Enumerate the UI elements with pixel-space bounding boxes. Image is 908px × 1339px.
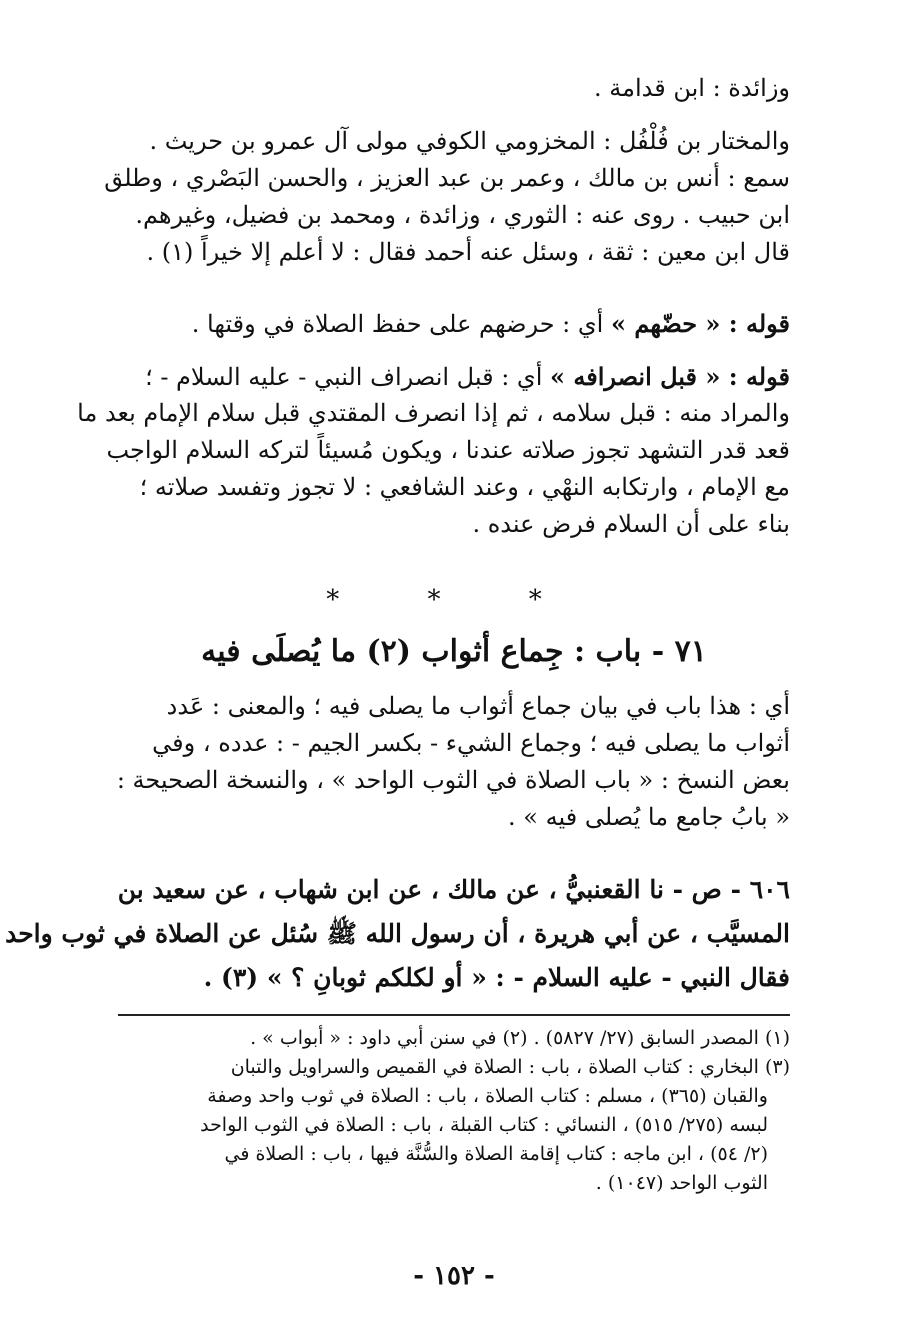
text-line: سمع : أنس بن مالك ، وعمر بن عبد العزيز ، والحسن البَصْري ، وطلق	[104, 164, 790, 192]
footnote-line: (٣) البخاري : كتاب الصلاة ، باب : الصلاة في القميص والسراويل والتبان	[230, 1056, 790, 1078]
text-line	[110, 358, 790, 395]
footnotes	[110, 1024, 790, 1198]
section-separator: * * *	[326, 585, 582, 615]
text-line: مع الإمام ، وارتكابه النهْي ، وعند الشافعي : لا تجوز وتفسد صلاته ؛	[139, 473, 790, 501]
text-line	[110, 305, 790, 342]
commentary-lead: قوله : « حضّهم »	[610, 309, 790, 338]
commentary-paragraph	[110, 305, 790, 342]
footnote-line: الثوب الواحد (١٠٤٧) .	[595, 1172, 768, 1194]
hadith-text	[5, 868, 790, 1000]
footnote-line: والقبان (٣٦٥) ، مسلم : كتاب الصلاة ، باب : الصلاة في ثوب واحد وصفة	[207, 1085, 768, 1107]
text-line: بناء على أن السلام فرض عنده .	[472, 510, 790, 538]
text-line: والمختار بن فُلْفُل : المخزومي الكوفي مولى آل عمرو بن حريث .	[149, 127, 790, 155]
narrator-biography	[104, 123, 790, 271]
text-line: ابن حبيب . روى عنه : الثوري ، وزائدة ، ومحمد بن فضيل، وغيرهم.	[135, 201, 790, 229]
narrator-line	[110, 70, 790, 107]
text-line: « بابُ جامع ما يُصلى فيه » .	[508, 803, 790, 831]
text-line: والمراد منه : قبل سلامه ، ثم إذا انصرف المقتدي قبل سلام الإمام بعد ما	[77, 399, 790, 427]
chapter-explanation	[110, 688, 790, 836]
text-line: قال ابن معين : ثقة ، وسئل عنه أحمد فقال : لا أعلم إلا خيراً (١) .	[146, 238, 790, 266]
text-line: فقال النبي - عليه السلام - : « أو لكلكم ثوبانِ ؟ » (٣) .	[203, 963, 790, 992]
page-number: - ١٥٢ -	[413, 1261, 495, 1291]
commentary-lead: قوله : « قبل انصرافه »	[550, 362, 790, 391]
footnote-line: لبسه (٢٧٥/ ٥١٥) ، النسائي : كتاب القبلة ، باب : الصلاة في الثوب الواحد	[200, 1114, 768, 1136]
commentary-text: أي : حرضهم على حفظ الصلاة في وقتها .	[191, 310, 611, 338]
footnote-line: (٢/ ٥٤) ، ابن ماجه : كتاب إقامة الصلاة والسُّنَّة فيها ، باب : الصلاة في	[224, 1143, 768, 1165]
commentary-paragraph	[77, 358, 790, 543]
text-line: بعض النسخ : « باب الصلاة في الثوب الواحد » ، والنسخة الصحيحة :	[116, 766, 790, 794]
text-line: المسيَّب ، عن أبي هريرة ، أن رسول الله ﷺ سُئل عن الصلاة في ثوب واحد	[5, 919, 790, 948]
text-line: أي : هذا باب في بيان جماع أثواب ما يصلى فيه ؛ والمعنى : عَدد	[166, 692, 790, 720]
text-line: وزائدة : ابن قدامة .	[593, 74, 790, 102]
commentary-text: أي : قبل انصراف النبي - عليه السلام - ؛	[145, 363, 550, 391]
text-line: قعد قدر التشهد تجوز صلاته عندنا ، ويكون مُسيئاً لتركه السلام الواجب	[106, 436, 790, 464]
text-line: أثواب ما يصلى فيه ؛ وجماع الشيء - بكسر الجيم - : عدده ، وفي	[152, 729, 790, 757]
footnote-line: (١) المصدر السابق (٢٧/ ٥٨٢٧) . (٢) في سنن أبي داود : « أبواب » .	[250, 1027, 790, 1049]
chapter-heading: ٧١ - باب : جِماع أثواب (٢) ما يُصلَى فيه	[201, 634, 707, 669]
text-line: ٦٠٦ - ص - نا القعنبيُّ ، عن مالك ، عن ابن شهاب ، عن سعيد بن	[117, 875, 790, 904]
footnote-divider	[118, 1014, 790, 1016]
